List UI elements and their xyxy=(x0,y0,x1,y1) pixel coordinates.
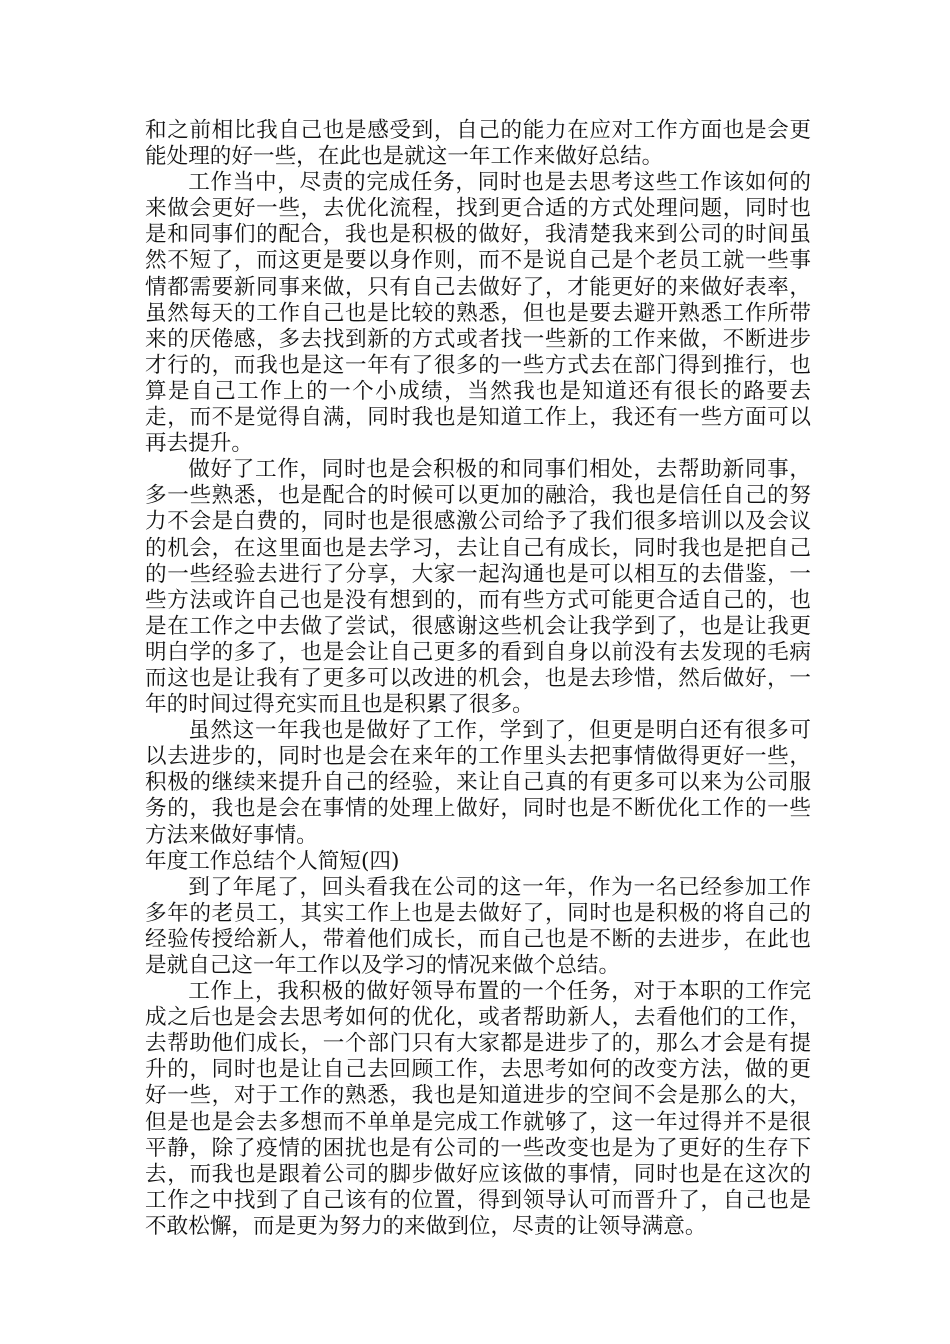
paragraph-work-tasks: 工作当中，尽责的完成任务，同时也是去思考这些工作该如何的来做会更好一些，去优化流程，找到更合适的方式处理问题，同时也是和同事们的配合，我也是积极的做好，我清楚我来到公司的时间虽然不短了，而这更是要以身作则，而不是说自己是个老员工就一些事情都需要新同事来做，只有自己去做好了，才能更好的来做好表率，虽然每天的工作自己也是比较的熟悉，但也是要去避开熟悉工作所带来的厌倦感，多去找到新的方式或者找一些新的工作来做，不断进步才行的，而我也是这一年有了很多的一些方式去在部门得到推行，也算是自己工作上的一个小成绩，当然我也是知道还有很长的路要去走，而不是觉得自满，同时我也是知道工作上，我还有一些方面可以再去提升。 xyxy=(145,170,811,457)
paragraph-work-summary: 工作上，我积极的做好领导布置的一个任务，对于本职的工作完成之后也是会去思考如何的优化，或者帮助新人，去看他们的工作，去帮助他们成长，一个部门只有大家都是进步了的，那么才会是有提升的，同时也是让自己去回顾工作，去思考如何的改变方法，做的更好一些，对于工作的熟悉，我也是知道进步的空间不会是那么的大，但是也是会去多想而不单单是完成工作就够了，这一年过得并不是很平静，除了疫情的困扰也是有公司的一些改变也是为了更好的生存下去，而我也是跟着公司的脚步做好应该做的事情，同时也是在这次的工作之中找到了自己该有的位置，得到领导认可而晋升了，自己也是不敢松懈，而是更为努力的来做到位，尽责的让领导满意。 xyxy=(145,979,811,1239)
paragraph-year-end: 到了年尾了，回头看我在公司的这一年，作为一名已经参加工作多年的老员工，其实工作上也是去做好了，同时也是积极的将自己的经验传授给新人，带着他们成长，而自己也是不断的去进步，在此也是就自己这一年工作以及学习的情况来做个总结。 xyxy=(145,874,811,978)
document-body xyxy=(145,118,811,1240)
paragraph-continuation: 和之前相比我自己也是感受到，自己的能力在应对工作方面也是会更能处理的好一些，在此也是就这一年工作来做好总结。 xyxy=(145,118,811,170)
paragraph-colleagues: 做好了工作，同时也是会积极的和同事们相处，去帮助新同事，多一些熟悉，也是配合的时候可以更加的融洽，我也是信任自己的努力不会是白费的，同时也是很感激公司给予了我们很多培训以及会议的机会，在这里面也是去学习，去让自己有成长，同时我也是把自己的一些经验去进行了分享，大家一起沟通也是可以相互的去借鉴，一些方法或许自己也是没有想到的，而有些方式可能更合适自己的，也是在工作之中去做了尝试，很感谢这些机会让我学到了，也是让我更明白学的多了，也是会让自己更多的看到自身以前没有去发现的毛病而这也是让我有了更多可以改进的机会，也是去珍惜，然后做好，一年的时间过得充实而且也是积累了很多。 xyxy=(145,457,811,718)
paragraph-next-year: 虽然这一年我也是做好了工作，学到了，但更是明白还有很多可以去进步的，同时也是会在来年的工作里头去把事情做得更好一些，积极的继续来提升自己的经验，来让自己真的有更多可以来为公司服务的，我也是会在事情的处理上做好，同时也是不断优化工作的一些方法来做好事情。 xyxy=(145,718,811,848)
section-heading: 年度工作总结个人简短(四) xyxy=(145,848,400,874)
